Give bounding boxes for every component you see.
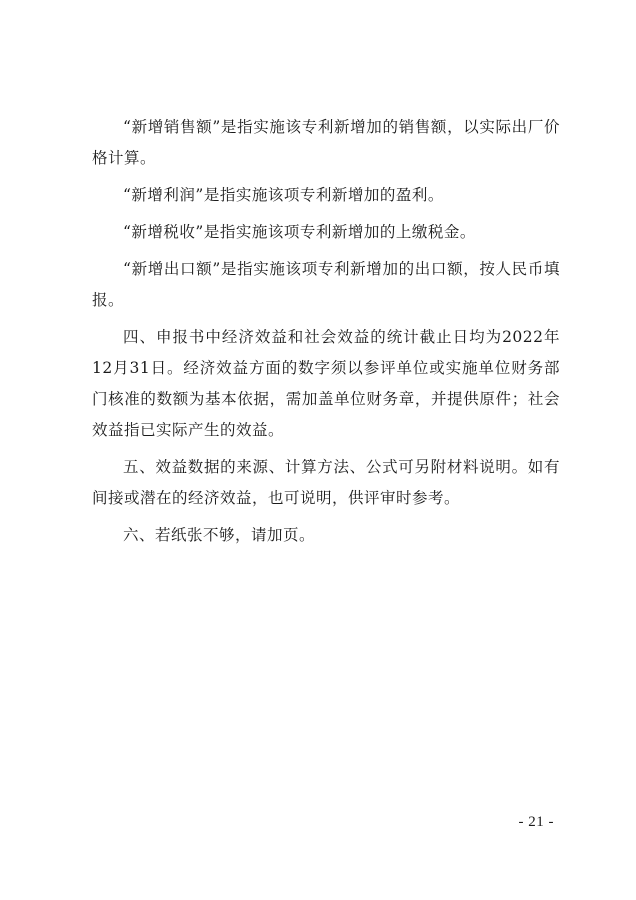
- paragraph-item-five: 五、效益数据的来源、计算方法、公式可另附材料说明。如有间接或潜在的经济效益，也可说明，供评审时参考。: [92, 458, 560, 507]
- paragraph-new-profit: “新增利润”是指实施该项专利新增加的盈利。: [123, 186, 444, 204]
- paragraph-item-six: 六、若纸张不够，请加页。: [123, 526, 316, 544]
- page-number: - 21 -: [518, 814, 554, 830]
- paragraph-new-sales: “新增销售额”是指实施该专利新增加的销售额，以实际出厂价格计算。: [92, 118, 560, 167]
- paragraph-new-export: “新增出口额”是指实施该项专利新增加的出口额，按人民币填报。: [92, 260, 560, 309]
- document-body: [92, 112, 560, 557]
- paragraph-item-four: 四、申报书中经济效益和社会效益的统计截止日均为2022年12月31日。经济效益方面的数字须以参评单位或实施单位财务部门核准的数额为基本依据，需加盖单位财务章，并提供原件；社会效益指已实际产生的效益。: [92, 328, 560, 439]
- paragraph-new-tax: “新增税收”是指实施该项专利新增加的上缴税金。: [123, 223, 476, 241]
